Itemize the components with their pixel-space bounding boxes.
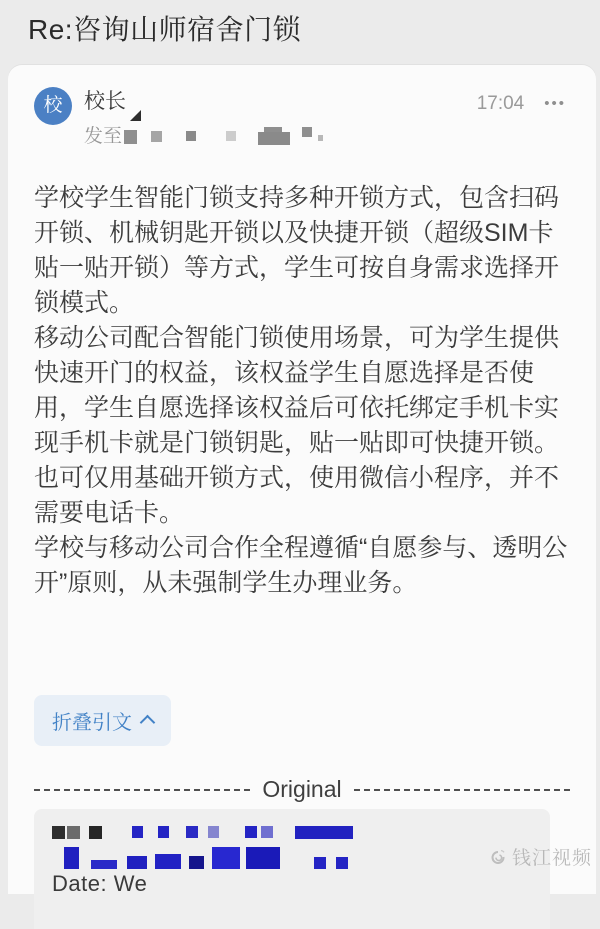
redaction-block xyxy=(336,857,348,869)
redaction-block xyxy=(91,860,117,869)
redaction-block xyxy=(127,856,147,869)
sender-avatar[interactable]: 校 xyxy=(34,87,72,125)
collapse-quote-button[interactable] xyxy=(34,695,171,746)
redaction-block xyxy=(302,127,312,137)
header-meta xyxy=(477,93,570,115)
original-divider xyxy=(34,776,570,803)
sent-to-label: 发至 xyxy=(84,125,123,147)
redaction-block xyxy=(67,826,80,839)
body-paragraph: 学校学生智能门锁支持多种开锁方式，包含扫码开锁、机械钥匙开锁以及快捷开锁（超级SIM卡贴一贴开锁）等方式，学生可按自身需求选择开锁模式。 xyxy=(34,184,560,317)
redaction-block xyxy=(226,131,236,141)
redaction-block xyxy=(314,857,326,869)
sender-info xyxy=(84,87,477,145)
email-card xyxy=(8,65,596,894)
redaction-block xyxy=(64,847,79,869)
redaction-block xyxy=(261,826,273,838)
redacted-quote-row xyxy=(52,825,550,839)
redaction-block xyxy=(258,132,290,145)
chevron-up-icon xyxy=(140,715,156,731)
redaction-block xyxy=(124,130,137,144)
redaction-block xyxy=(186,131,196,141)
redaction-block xyxy=(151,131,162,142)
redaction-block xyxy=(186,826,198,838)
more-options-button[interactable]: ••• xyxy=(540,93,570,115)
divider-dashes xyxy=(34,789,250,791)
subject-bar xyxy=(0,0,600,65)
redaction-block xyxy=(246,847,280,869)
watermark-text: 钱江视频 xyxy=(511,848,592,869)
redaction-block xyxy=(189,856,204,869)
quote-date-partial: Date: We xyxy=(52,871,148,896)
watermark-logo-icon xyxy=(488,847,508,867)
redaction-block xyxy=(52,826,65,839)
redaction-block xyxy=(89,826,102,839)
redaction-block xyxy=(208,826,219,838)
sender-name: 校长 xyxy=(84,90,126,113)
redaction-block xyxy=(132,826,143,838)
timestamp: 17:04 xyxy=(476,93,525,114)
redaction-block xyxy=(295,826,353,839)
redaction-block xyxy=(245,826,257,838)
redaction-block xyxy=(212,847,240,869)
redaction-block xyxy=(155,854,181,869)
original-label: Original xyxy=(262,776,342,802)
redacted-quote-row xyxy=(52,847,550,869)
redaction-mark xyxy=(130,110,141,121)
email-body xyxy=(34,181,570,601)
redaction-block xyxy=(318,135,323,141)
recipients-row xyxy=(84,123,477,145)
body-paragraph: 移动公司配合智能门锁使用场景，可为学生提供快速开门的权益，该权益学生自愿选择是否使用，学生自愿选择该权益后可依托绑定手机卡实现手机卡就是门锁钥匙，贴一贴即可快捷开锁。也可仅用基础开锁方式，使用微信小程序，并不需要电话卡。 xyxy=(34,324,560,527)
divider-dashes xyxy=(354,789,570,791)
quoted-email-box xyxy=(34,809,550,929)
email-header xyxy=(34,87,570,145)
email-subject: Re:咨询山师宿舍门锁 xyxy=(28,14,302,45)
watermark xyxy=(488,843,592,870)
body-paragraph: 学校与移动公司合作全程遵循“自愿参与、透明公开”原则，从未强制学生办理业务。 xyxy=(34,534,568,597)
redacted-recipients xyxy=(122,124,323,145)
redaction-block xyxy=(158,826,169,838)
collapse-quote-label: 折叠引文 xyxy=(52,712,132,734)
